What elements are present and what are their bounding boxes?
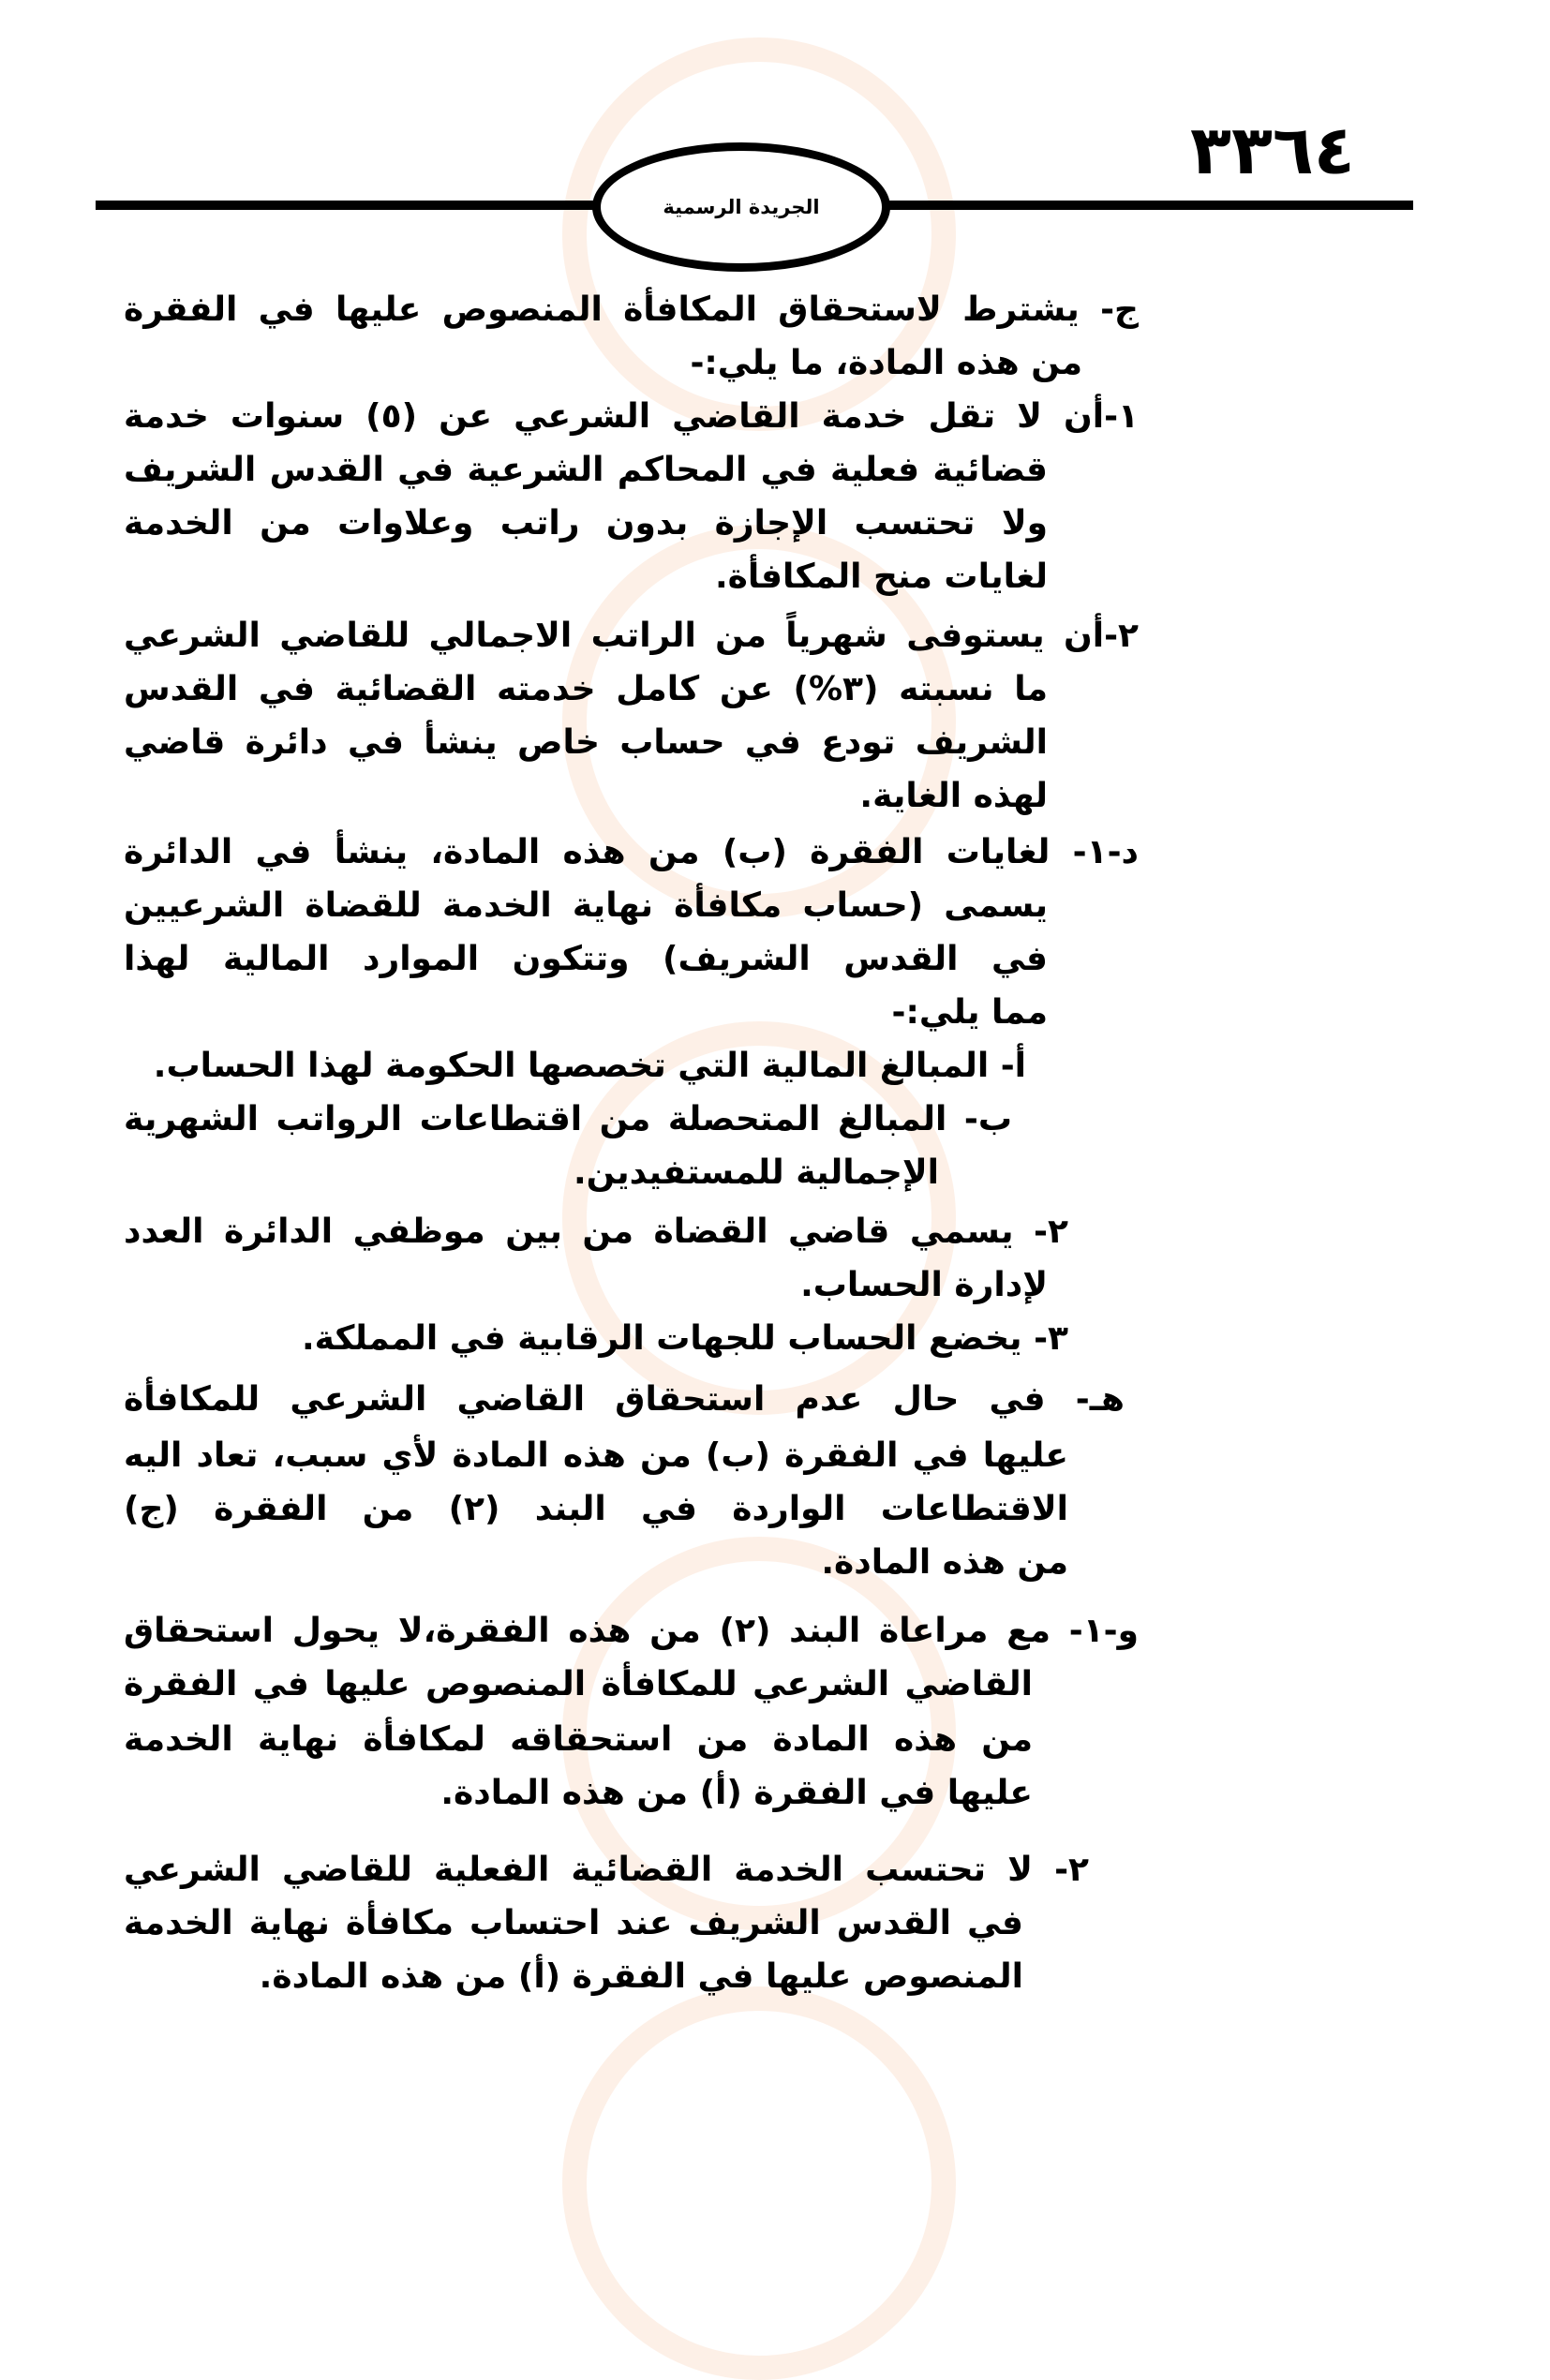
text-line: لغايات منح المكافأة. (714, 558, 1048, 596)
text-line: قضائية فعلية في المحاكم الشرعية في القدس الشريف (124, 451, 1048, 489)
text-line: ما نسبته (٣%) عن كامل خدمته القضائية في القدس (124, 670, 1048, 708)
text-line: المنصوص عليها في الفقرة (أ) من هذه المادة. (259, 1957, 1023, 1996)
text-line: الشريف تودع في حساب خاص ينشأ في دائرة قاضي (124, 723, 1048, 762)
text-line: هـ- في حال عدم استحقاق القاضي الشرعي للمكافأة (124, 1380, 1125, 1419)
text-line: عليها في الفقرة (ب) من هذه المادة لأي سبب، تعاد اليه (124, 1436, 1068, 1475)
text-line: ١-أن لا تقل خدمة القاضي الشرعي عن (٥) سنوات خدمة (124, 397, 1139, 436)
text-line: لإدارة الحساب. (800, 1266, 1048, 1304)
text-line: مما يلي:- (891, 993, 1048, 1032)
text-line: د-١- لغايات الفقرة (ب) من هذه المادة، ينشأ في الدائرة (124, 833, 1139, 871)
text-line: ولا تحتسب الإجازة بدون راتب وعلاوات من الخدمة (124, 504, 1048, 543)
text-line: القاضي الشرعي للمكافأة المنصوص عليها في الفقرة (124, 1665, 1033, 1703)
text-line: يسمى (حساب مكافأة نهاية الخدمة للقضاة الشرعيين (124, 886, 1048, 925)
text-line: في القدس الشريف) وتتكون الموارد المالية لهذا (124, 940, 1048, 978)
text-line: ج- يشترط لاستحقاق المكافأة المنصوص عليها في الفقرة (124, 290, 1139, 329)
gazette-title: الجريدة الرسمية (663, 196, 820, 218)
page-number: ٣٣٦٤ (1190, 111, 1355, 189)
text-line: ٢- لا تحتسب الخدمة القضائية الفعلية للقاضي الشرعي (124, 1851, 1089, 1889)
text-line: الإجمالية للمستفيدين. (574, 1153, 939, 1192)
text-line: من هذه المادة. (821, 1543, 1068, 1582)
text-line: ٢-أن يستوفى شهرياً من الراتب الاجمالي للقاضي الشرعي (124, 617, 1139, 655)
text-line: ٢- يسمي قاضي القضاة من بين موظفي الدائرة العدد (124, 1212, 1068, 1251)
text-line: من هذه المادة من استحقاقه لمكافأة نهاية الخدمة (124, 1720, 1033, 1759)
text-line: ب- المبالغ المتحصلة من اقتطاعات الرواتب الشهرية (124, 1100, 1012, 1138)
text-line: من هذه المادة، ما يلي:- (690, 344, 1082, 382)
text-line: و-١- مع مراعاة البند (٢) من هذه الفقرة،لا يحول استحقاق (124, 1612, 1139, 1650)
text-line: الاقتطاعات الواردة في البند (٢) من الفقرة (ج) (124, 1490, 1068, 1528)
text-line: لهذه الغاية. (859, 777, 1048, 815)
gazette-seal (592, 142, 890, 272)
text-line: في القدس الشريف عند احتساب مكافأة نهاية الخدمة (124, 1904, 1023, 1942)
text-line: عليها في الفقرة (أ) من هذه المادة. (440, 1774, 1033, 1812)
text-line: ٣- يخضع الحساب للجهات الرقابية في المملكة. (301, 1319, 1068, 1358)
text-line: أ- المبالغ المالية التي تخصصها الحكومة لهذا الحساب. (153, 1047, 1026, 1085)
